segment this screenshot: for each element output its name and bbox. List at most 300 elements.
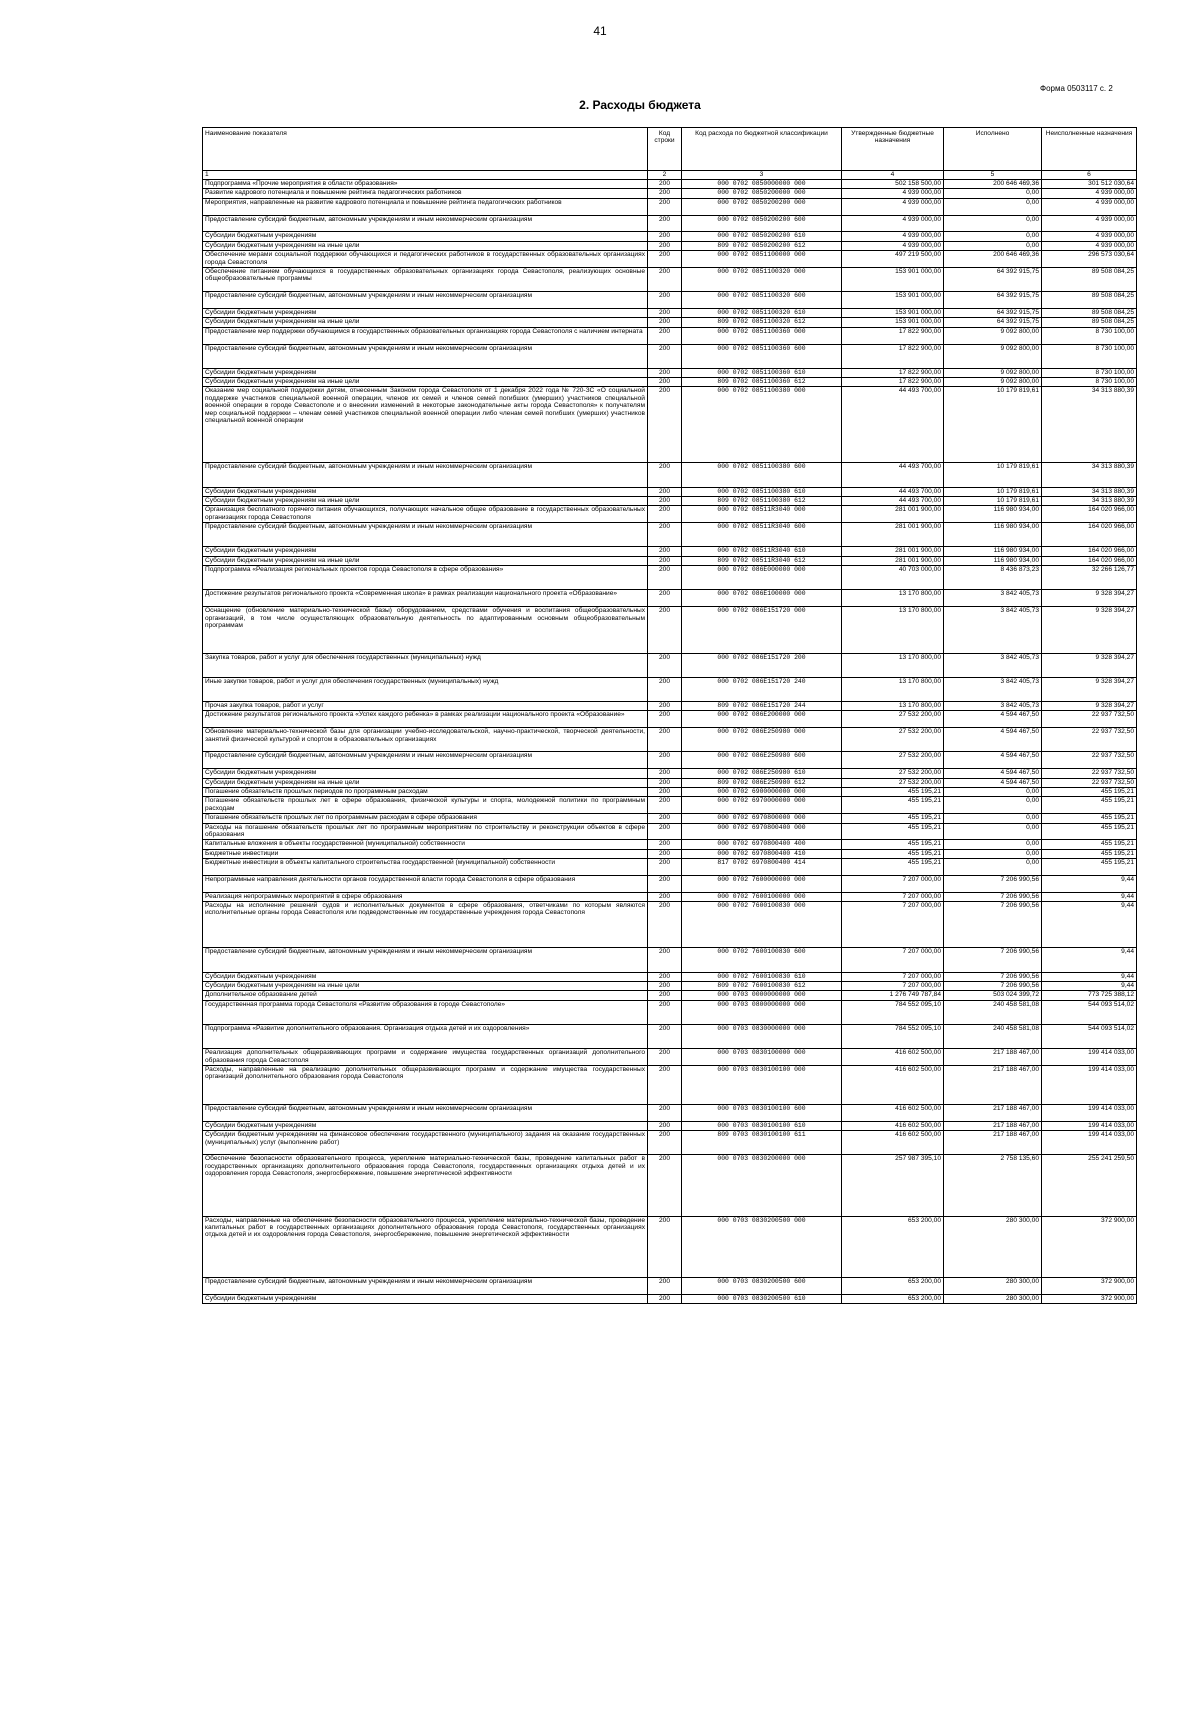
row-executed: 116 980 934,00	[944, 523, 1042, 547]
row-classification-code: 000 0702 086E151720 240	[682, 677, 842, 701]
table-row	[203, 728, 1137, 752]
row-executed: 7 206 990,56	[944, 892, 1042, 901]
row-classification-code: 000 0702 086E151720 200	[682, 653, 842, 677]
row-name: Обеспечение мерами социальной поддержки обучающихся и педагогических работников в государственных образовательных организациях города Севастополя	[203, 251, 648, 268]
row-line-code: 200	[648, 769, 682, 778]
row-remaining: 89 508 084,25	[1042, 292, 1137, 309]
row-classification-code: 000 0703 0830200500 610	[682, 1294, 842, 1303]
row-name: Субсидии бюджетным учреждениям на иные цели	[203, 778, 648, 787]
row-line-code: 200	[648, 523, 682, 547]
row-name: Достижение результатов регионального проекта «Успех каждого ребенка» в рамках реализации национального проекта «Образование»	[203, 711, 648, 728]
row-line-code: 200	[648, 232, 682, 241]
row-line-code: 200	[648, 463, 682, 487]
row-remaining: 4 939 000,00	[1042, 189, 1137, 198]
row-classification-code: 000 0702 6970000000 000	[682, 797, 842, 814]
row-classification-code: 000 0702 7600100830 000	[682, 902, 842, 948]
row-executed: 10 179 819,61	[944, 387, 1042, 463]
row-line-code: 200	[648, 308, 682, 317]
row-executed: 4 594 467,50	[944, 778, 1042, 787]
row-executed: 7 206 990,56	[944, 902, 1042, 948]
row-executed: 10 179 819,61	[944, 463, 1042, 487]
table-row	[203, 463, 1137, 487]
row-line-code: 200	[648, 823, 682, 840]
table-row	[203, 232, 1137, 241]
row-executed: 9 092 800,00	[944, 378, 1042, 387]
row-classification-code: 000 0702 086E151720 000	[682, 607, 842, 653]
row-line-code: 200	[648, 566, 682, 590]
row-name: Субсидии бюджетным учреждениям	[203, 368, 648, 377]
page-number: 41	[593, 24, 607, 38]
row-executed: 116 980 934,00	[944, 547, 1042, 556]
row-classification-code: 000 0703 0830100100 600	[682, 1104, 842, 1121]
header-line-code: Код строки	[648, 128, 682, 171]
row-name: Подпрограмма «Развитие дополнительного образования. Организация отдыха детей и их оздоровления»	[203, 1025, 648, 1049]
row-remaining: 164 020 966,00	[1042, 506, 1137, 523]
row-remaining: 32 266 126,77	[1042, 566, 1137, 590]
row-approved: 27 532 200,00	[842, 769, 944, 778]
row-remaining: 544 093 514,02	[1042, 1025, 1137, 1049]
row-classification-code: 000 0702 0850200000 000	[682, 189, 842, 198]
row-approved: 13 170 800,00	[842, 607, 944, 653]
table-row	[203, 1025, 1137, 1049]
table-row	[203, 653, 1137, 677]
row-approved: 4 939 000,00	[842, 189, 944, 198]
column-number: 2	[648, 171, 682, 180]
table-row	[203, 991, 1137, 1000]
row-line-code: 200	[648, 814, 682, 823]
row-name: Предоставление субсидий бюджетным, автономным учреждениям и иным некоммерческим организациям	[203, 948, 648, 972]
row-name: Погашение обязательств прошлых лет в сфере образования, физической культуры и спорта, молодежной политики по программным расходам	[203, 797, 648, 814]
row-remaining: 9,44	[1042, 982, 1137, 991]
row-executed: 240 458 581,08	[944, 1000, 1042, 1024]
table-row	[203, 840, 1137, 849]
row-name: Подпрограмма «Реализация региональных проектов города Севастополя в сфере образования»	[203, 566, 648, 590]
section-title: 2. Расходы бюджета	[579, 98, 701, 112]
row-name: Иные закупки товаров, работ и услуг для обеспечения государственных (муниципальных) нужд	[203, 677, 648, 701]
row-executed: 3 842 405,73	[944, 607, 1042, 653]
header-remaining: Неисполненные назначения	[1042, 128, 1137, 171]
row-classification-code: 809 0702 086E250980 612	[682, 778, 842, 787]
row-classification-code: 000 0702 6970800400 400	[682, 840, 842, 849]
row-name: Предоставление субсидий бюджетным, автономным учреждениям и иным некоммерческим организациям	[203, 1277, 648, 1294]
table-row	[203, 1216, 1137, 1277]
row-name: Субсидии бюджетным учреждениям на иные цели	[203, 497, 648, 506]
row-remaining: 9,44	[1042, 902, 1137, 948]
row-classification-code: 000 0702 0851100360 000	[682, 327, 842, 344]
table-row	[203, 752, 1137, 769]
table-row	[203, 497, 1137, 506]
table-row	[203, 1277, 1137, 1294]
row-line-code: 200	[648, 189, 682, 198]
row-name: Непрограммные направления деятельности органов государственной власти города Севастополя в сфере образования	[203, 875, 648, 892]
row-remaining: 455 195,21	[1042, 787, 1137, 796]
row-approved: 27 532 200,00	[842, 752, 944, 769]
row-approved: 4 939 000,00	[842, 241, 944, 250]
row-remaining: 9 328 394,27	[1042, 677, 1137, 701]
row-name: Оказание мер социальной поддержки детям, отнесенным Законом города Севастополя от 1 декабря 2022 года № 720-ЗС «О социальной поддержке участников специальной военной операции, членов их семей и членов семей погибших (умерших) участников специальной военной операции в городе Севастополе и о внесении изменений в некоторые законодательные акты города Севастополя» к получателям мер социальной поддержки – членам семей участников специальной военной операции либо членам семей погибших (умерших) участников специальной военной операции	[203, 387, 648, 463]
row-classification-code: 000 0703 0000000000 000	[682, 991, 842, 1000]
row-name: Дополнительное образование детей	[203, 991, 648, 1000]
row-executed: 0,00	[944, 849, 1042, 858]
row-line-code: 200	[648, 1049, 682, 1066]
row-approved: 17 822 900,00	[842, 368, 944, 377]
row-name: Предоставление субсидий бюджетным, автономным учреждениям и иным некоммерческим организациям	[203, 292, 648, 309]
row-executed: 0,00	[944, 232, 1042, 241]
row-line-code: 200	[648, 292, 682, 309]
row-classification-code: 000 0702 086E200000 000	[682, 711, 842, 728]
row-line-code: 200	[648, 215, 682, 232]
row-executed: 0,00	[944, 241, 1042, 250]
row-executed: 240 458 581,08	[944, 1025, 1042, 1049]
row-remaining: 199 414 033,00	[1042, 1104, 1137, 1121]
row-remaining: 164 020 966,00	[1042, 547, 1137, 556]
row-name: Субсидии бюджетным учреждениям	[203, 232, 648, 241]
row-line-code: 200	[648, 1121, 682, 1130]
row-classification-code: 000 0702 086E250980 600	[682, 752, 842, 769]
row-line-code: 200	[648, 1277, 682, 1294]
row-approved: 44 493 700,00	[842, 387, 944, 463]
row-name: Субсидии бюджетным учреждениям на иные цели	[203, 241, 648, 250]
table-row	[203, 241, 1137, 250]
row-line-code: 200	[648, 497, 682, 506]
row-classification-code: 000 0702 0851100000 000	[682, 251, 842, 268]
row-line-code: 200	[648, 840, 682, 849]
row-executed: 200 646 469,36	[944, 180, 1042, 189]
row-approved: 153 901 000,00	[842, 308, 944, 317]
row-remaining: 34 313 880,39	[1042, 463, 1137, 487]
row-approved: 416 602 500,00	[842, 1121, 944, 1130]
table-row	[203, 378, 1137, 387]
row-line-code: 200	[648, 701, 682, 710]
table-row	[203, 523, 1137, 547]
row-line-code: 200	[648, 778, 682, 787]
row-remaining: 9,44	[1042, 892, 1137, 901]
row-approved: 653 200,00	[842, 1277, 944, 1294]
row-approved: 455 195,21	[842, 859, 944, 876]
table-row	[203, 189, 1137, 198]
row-line-code: 200	[648, 972, 682, 981]
row-approved: 13 170 800,00	[842, 677, 944, 701]
row-name: Предоставление мер поддержки обучающимся в государственных образовательных организациях города Севастополя с наличием интерната	[203, 327, 648, 344]
row-classification-code: 000 0702 0851100360 610	[682, 368, 842, 377]
row-classification-code: 000 0702 7600100830 600	[682, 948, 842, 972]
row-line-code: 200	[648, 506, 682, 523]
row-executed: 217 188 467,00	[944, 1049, 1042, 1066]
row-classification-code: 000 0703 0830100100 610	[682, 1121, 842, 1130]
row-classification-code: 000 0702 0851100320 610	[682, 308, 842, 317]
row-executed: 64 392 915,75	[944, 292, 1042, 309]
row-executed: 0,00	[944, 797, 1042, 814]
row-remaining: 9 328 394,27	[1042, 590, 1137, 607]
row-classification-code: 000 0702 08511R3040 600	[682, 523, 842, 547]
row-remaining: 89 508 084,25	[1042, 308, 1137, 317]
row-classification-code: 000 0702 6970800400 410	[682, 849, 842, 858]
row-executed: 3 842 405,73	[944, 653, 1042, 677]
row-name: Погашение обязательств прошлых периодов по программным расходам	[203, 787, 648, 796]
table-row	[203, 506, 1137, 523]
table-header-row	[203, 128, 1137, 171]
row-classification-code: 000 0702 0850200200 600	[682, 215, 842, 232]
row-remaining: 301 512 030,64	[1042, 180, 1137, 189]
row-classification-code: 000 0702 0851100380 000	[682, 387, 842, 463]
row-name: Развитие кадрового потенциала и повышение рейтинга педагогических работников	[203, 189, 648, 198]
row-name: Субсидии бюджетным учреждениям на финансовое обеспечение государственного (муниципального) задания на оказание государственных (муниципальных) услуг (выполнение работ)	[203, 1131, 648, 1155]
row-executed: 64 392 915,75	[944, 308, 1042, 317]
row-remaining: 455 195,21	[1042, 840, 1137, 849]
table-row	[203, 701, 1137, 710]
row-approved: 653 200,00	[842, 1216, 944, 1277]
row-approved: 455 195,21	[842, 823, 944, 840]
row-executed: 9 092 800,00	[944, 368, 1042, 377]
row-executed: 0,00	[944, 859, 1042, 876]
row-executed: 7 206 990,56	[944, 972, 1042, 981]
row-classification-code: 000 0703 0830000000 000	[682, 1025, 842, 1049]
row-approved: 153 901 000,00	[842, 267, 944, 291]
row-name: Субсидии бюджетным учреждениям на иные цели	[203, 318, 648, 327]
row-classification-code: 000 0702 0851100320 600	[682, 292, 842, 309]
row-classification-code: 000 0703 0830200500 600	[682, 1277, 842, 1294]
row-name: Обеспечение безопасности образовательного процесса, укрепление материально-технической базы, проведение капитальных работ в государственных организациях дополнительного образования города Севастополя, государственных организациях отдыха детей и их оздоровления города Севастополя, энергосбережение, повышение энергетической эффективности	[203, 1155, 648, 1216]
row-remaining: 9,44	[1042, 972, 1137, 981]
table-row	[203, 607, 1137, 653]
row-executed: 217 188 467,00	[944, 1131, 1042, 1155]
row-classification-code: 000 0702 0851100380 600	[682, 463, 842, 487]
table-row	[203, 769, 1137, 778]
row-classification-code: 809 0702 0851100320 612	[682, 318, 842, 327]
row-classification-code: 000 0702 086E250980 610	[682, 769, 842, 778]
row-classification-code: 809 0702 08511R3040 612	[682, 556, 842, 565]
row-approved: 4 939 000,00	[842, 232, 944, 241]
row-line-code: 200	[648, 1104, 682, 1121]
row-line-code: 200	[648, 1155, 682, 1216]
row-line-code: 200	[648, 368, 682, 377]
row-remaining: 89 508 084,25	[1042, 267, 1137, 291]
row-line-code: 200	[648, 267, 682, 291]
table-row	[203, 849, 1137, 858]
row-line-code: 200	[648, 198, 682, 215]
table-row	[203, 787, 1137, 796]
row-approved: 416 602 500,00	[842, 1065, 944, 1104]
row-classification-code: 809 0702 0851100360 612	[682, 378, 842, 387]
row-approved: 7 207 000,00	[842, 875, 944, 892]
row-remaining: 455 195,21	[1042, 859, 1137, 876]
table-row	[203, 198, 1137, 215]
row-classification-code: 000 0702 7600100000 000	[682, 892, 842, 901]
table-row	[203, 556, 1137, 565]
header-classification: Код расхода по бюджетной классификации	[682, 128, 842, 171]
row-remaining: 255 241 259,50	[1042, 1155, 1137, 1216]
table-row	[203, 677, 1137, 701]
row-remaining: 4 939 000,00	[1042, 215, 1137, 232]
row-name: Погашение обязательств прошлых лет по программным расходам в сфере образования	[203, 814, 648, 823]
row-remaining: 8 730 100,00	[1042, 344, 1137, 368]
row-approved: 7 207 000,00	[842, 892, 944, 901]
row-executed: 10 179 819,61	[944, 487, 1042, 496]
table-row	[203, 972, 1137, 981]
row-name: Прочая закупка товаров, работ и услуг	[203, 701, 648, 710]
row-line-code: 200	[648, 378, 682, 387]
row-remaining: 164 020 966,00	[1042, 523, 1137, 547]
expenses-table	[202, 127, 1137, 1304]
row-classification-code: 809 0702 7600100830 612	[682, 982, 842, 991]
row-classification-code: 809 0703 0830100100 611	[682, 1131, 842, 1155]
row-executed: 3 842 405,73	[944, 677, 1042, 701]
row-approved: 257 987 395,10	[842, 1155, 944, 1216]
row-executed: 200 646 469,36	[944, 251, 1042, 268]
row-name: Расходы на исполнение решений судов и исполнительных документов в сфере образования, ответчиками по которым являются исполнительные органы города Севастополя или подведомственные им государственные учреждения города Севастополя	[203, 902, 648, 948]
row-executed: 10 179 819,61	[944, 497, 1042, 506]
row-name: Закупка товаров, работ и услуг для обеспечения государственных (муниципальных) нужд	[203, 653, 648, 677]
row-remaining: 199 414 033,00	[1042, 1065, 1137, 1104]
row-remaining: 296 573 030,64	[1042, 251, 1137, 268]
row-approved: 784 552 095,10	[842, 1025, 944, 1049]
row-line-code: 200	[648, 948, 682, 972]
row-classification-code: 000 0702 086E100000 000	[682, 590, 842, 607]
row-name: Субсидии бюджетным учреждениям	[203, 972, 648, 981]
row-approved: 281 001 900,00	[842, 556, 944, 565]
row-name: Предоставление субсидий бюджетным, автономным учреждениям и иным некоммерческим организациям	[203, 523, 648, 547]
column-number: 4	[842, 171, 944, 180]
table-row	[203, 318, 1137, 327]
row-classification-code: 000 0702 6970800400 000	[682, 823, 842, 840]
row-remaining: 199 414 033,00	[1042, 1049, 1137, 1066]
table-body	[203, 180, 1137, 1304]
table-row	[203, 797, 1137, 814]
table-row	[203, 1104, 1137, 1121]
form-label: Форма 0503117 с. 2	[1040, 84, 1113, 93]
row-line-code: 200	[648, 677, 682, 701]
row-executed: 64 392 915,75	[944, 318, 1042, 327]
row-remaining: 164 020 966,00	[1042, 556, 1137, 565]
row-approved: 27 532 200,00	[842, 728, 944, 752]
table-row	[203, 590, 1137, 607]
row-classification-code: 000 0702 086E250980 000	[682, 728, 842, 752]
row-executed: 0,00	[944, 840, 1042, 849]
table-row	[203, 547, 1137, 556]
row-approved: 40 703 000,00	[842, 566, 944, 590]
table-row	[203, 1121, 1137, 1130]
row-line-code: 200	[648, 1216, 682, 1277]
row-remaining: 455 195,21	[1042, 814, 1137, 823]
row-approved: 653 200,00	[842, 1294, 944, 1303]
row-line-code: 200	[648, 1294, 682, 1303]
row-line-code: 200	[648, 902, 682, 948]
row-line-code: 200	[648, 1000, 682, 1024]
row-executed: 4 594 467,50	[944, 769, 1042, 778]
row-remaining: 34 313 880,39	[1042, 487, 1137, 496]
row-classification-code: 000 0703 0800000000 000	[682, 1000, 842, 1024]
row-classification-code: 000 0702 08511R3040 000	[682, 506, 842, 523]
row-remaining: 22 937 732,50	[1042, 778, 1137, 787]
row-classification-code: 000 0702 0850000000 000	[682, 180, 842, 189]
row-classification-code: 000 0703 0830200500 000	[682, 1216, 842, 1277]
row-classification-code: 000 0703 0830100100 000	[682, 1065, 842, 1104]
table-row	[203, 902, 1137, 948]
row-approved: 416 602 500,00	[842, 1131, 944, 1155]
row-executed: 7 206 990,56	[944, 875, 1042, 892]
row-executed: 0,00	[944, 787, 1042, 796]
row-name: Предоставление субсидий бюджетным, автономным учреждениям и иным некоммерческим организациям	[203, 752, 648, 769]
row-name: Предоставление субсидий бюджетным, автономным учреждениям и иным некоммерческим организациям	[203, 1104, 648, 1121]
row-remaining: 22 937 732,50	[1042, 752, 1137, 769]
row-approved: 44 493 700,00	[842, 463, 944, 487]
header-name: Наименование показателя	[203, 128, 648, 171]
row-name: Реализация непрограммных мероприятий в сфере образования	[203, 892, 648, 901]
row-approved: 4 939 000,00	[842, 198, 944, 215]
row-line-code: 200	[648, 752, 682, 769]
row-remaining: 4 939 000,00	[1042, 198, 1137, 215]
row-line-code: 200	[648, 653, 682, 677]
table-row	[203, 814, 1137, 823]
row-line-code: 200	[648, 859, 682, 876]
row-name: Субсидии бюджетным учреждениям	[203, 487, 648, 496]
row-remaining: 544 093 514,02	[1042, 1000, 1137, 1024]
row-remaining: 4 939 000,00	[1042, 241, 1137, 250]
table-row	[203, 1049, 1137, 1066]
table-row	[203, 778, 1137, 787]
row-remaining: 9 328 394,27	[1042, 653, 1137, 677]
row-name: Субсидии бюджетным учреждениям на иные цели	[203, 982, 648, 991]
column-number-row	[203, 171, 1137, 180]
row-name: Расходы, направленные на обеспечение безопасности образовательного процесса, укрепление материально-технической базы, проведение капитальных работ в государственных организациях дополнительного образования города Севастополя, государственных организациях отдыха детей и их оздоровления города Севастополя, энергосбережение, повышение энергетической эффективности	[203, 1216, 648, 1277]
row-name: Мероприятия, направленные на развитие кадрового потенциала и повышение рейтинга педагогических работников	[203, 198, 648, 215]
row-approved: 7 207 000,00	[842, 982, 944, 991]
row-approved: 17 822 900,00	[842, 344, 944, 368]
row-approved: 17 822 900,00	[842, 378, 944, 387]
row-classification-code: 000 0702 7600100830 610	[682, 972, 842, 981]
row-line-code: 200	[648, 251, 682, 268]
table-row	[203, 308, 1137, 317]
table-row	[203, 267, 1137, 291]
row-executed: 9 092 800,00	[944, 327, 1042, 344]
row-approved: 1 276 749 787,84	[842, 991, 944, 1000]
row-classification-code: 000 0703 0830100000 000	[682, 1049, 842, 1066]
row-classification-code: 000 0702 0850200200 000	[682, 198, 842, 215]
row-executed: 116 980 934,00	[944, 506, 1042, 523]
row-name: Субсидии бюджетным учреждениям	[203, 769, 648, 778]
row-name: Субсидии бюджетным учреждениям	[203, 547, 648, 556]
row-classification-code: 809 0702 0850200200 612	[682, 241, 842, 250]
table-row	[203, 948, 1137, 972]
row-name: Бюджетные инвестиции в объекты капитального строительства государственной (муниципальной) собственности	[203, 859, 648, 876]
row-classification-code: 000 0702 7600000000 000	[682, 875, 842, 892]
row-approved: 13 170 800,00	[842, 653, 944, 677]
row-remaining: 372 900,00	[1042, 1277, 1137, 1294]
row-line-code: 200	[648, 547, 682, 556]
table-row	[203, 368, 1137, 377]
row-classification-code: 000 0702 6970800000 000	[682, 814, 842, 823]
row-approved: 455 195,21	[842, 797, 944, 814]
row-line-code: 200	[648, 787, 682, 796]
expenses-table-container	[202, 127, 1136, 1304]
row-remaining: 34 313 880,39	[1042, 497, 1137, 506]
row-name: Бюджетные инвестиции	[203, 849, 648, 858]
row-approved: 44 493 700,00	[842, 487, 944, 496]
row-classification-code: 000 0702 0851100380 610	[682, 487, 842, 496]
row-remaining: 22 937 732,50	[1042, 711, 1137, 728]
row-line-code: 200	[648, 991, 682, 1000]
row-line-code: 200	[648, 711, 682, 728]
row-executed: 4 594 467,50	[944, 728, 1042, 752]
row-line-code: 200	[648, 849, 682, 858]
table-row	[203, 982, 1137, 991]
row-executed: 4 594 467,50	[944, 752, 1042, 769]
row-executed: 3 842 405,73	[944, 590, 1042, 607]
table-row	[203, 215, 1137, 232]
table-row	[203, 1131, 1137, 1155]
row-remaining: 22 937 732,50	[1042, 728, 1137, 752]
row-approved: 153 901 000,00	[842, 292, 944, 309]
